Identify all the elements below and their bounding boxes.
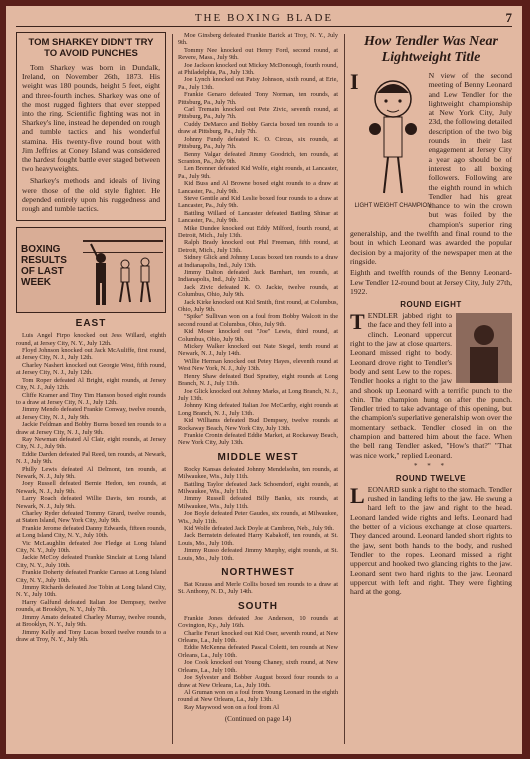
section-title-south: SOUTH: [238, 600, 278, 612]
result-item: Jack Kirke knocked out Kid Smith, first round, at Columbus, Ohio, July 9th.: [178, 298, 338, 314]
result-item: Joe Sylvester and Bobber August boxed four rounds to a draw at New Orleans, La., July 10th.: [178, 674, 338, 689]
result-item: Bat Krauss and Merle Collis boxed ten rounds to a draw at St. Anthony, N. D., July 14th.: [178, 581, 338, 596]
east-results-list-continued: [178, 32, 338, 447]
result-item: Jack Zivic defeated K. O. Jackie, twelve rounds, at Columbus, Ohio, July 9th.: [178, 283, 338, 299]
result-item: Frankie Jerome defeated Danny Edwards, fifteen rounds, at Long Island City, N. Y., July 10th.: [16, 524, 166, 540]
result-item: Jimmy Russell defeated Billy Banks, six rounds, at Milwaukee, Wis., July 11th.: [178, 495, 338, 510]
result-item: Kid Buss and Al Browne boxed eight rounds to a draw at Lancaster, Pa., July 9th.: [178, 180, 338, 195]
column-rule: [172, 34, 173, 744]
northwest-results-list: [178, 581, 338, 596]
round-eight-text: [350, 311, 512, 460]
round-eight-title: ROUND EIGHT: [400, 300, 462, 310]
result-item: Frankie Doherty defeated Frankie Caruso at Long Island City, N. Y., July 10th.: [16, 569, 166, 584]
result-item: Henry Shaw defeated Bud Sprattey, eight rounds at Long Branch, N. J., July 13th.: [178, 372, 338, 388]
result-item: Johnny King defeated Italian Joe McCarthy, eight rounds at Long Branch, N. J., July 13th.: [178, 402, 338, 417]
result-item: Charlie Ferari knocked out Kid Oser, seventh round, at New Orleans, La., July 10th.: [178, 629, 338, 645]
result-item: Kid Williams defeated Bud Dempsey, twelve rounds at Rockaway Beach, New York City, July 13th.: [178, 417, 338, 432]
result-item: Mickey Walker knocked out Nate Siegel, tenth round at Newark, N. J., July 14th.: [178, 343, 338, 358]
result-item: Luis Angel Firpo knocked out Jess Willard, eighth round, at Jersey City, N. Y., July 12th.: [16, 332, 166, 347]
result-item: Ralph Brady knocked out Phil Freeman, fifth round, at Detroit, Mich., July 13th.: [178, 239, 338, 254]
magazine-page: [6, 6, 522, 754]
section-title-northwest: NORTHWEST: [221, 567, 295, 579]
sharkey-paragraph: Sharkey's methods and ideals of living were those of the old style fighter. He depended entirely upon his ruggedness and rough and tumble tactics.: [22, 176, 160, 214]
result-item: Joe Jackson knocked out Mickey McDonough, fourth round, at Philadelphia, Pa., July 13th.: [178, 61, 338, 77]
page-number: 7: [505, 10, 512, 25]
section-title-middle-west: MIDDLE WEST: [217, 451, 299, 463]
result-item: Joe Lynch knocked out Patsy Johnson, sixth round, at Erie, Pa., July 13th.: [178, 76, 338, 91]
middle-west-results-list: [178, 466, 338, 562]
round-eight-body: ENDLER jabbed right to the face and they fell into a clinch. Leonard uppercut right to the jaw at close quarters. Leonard missed right to body. Leonard drove right to Tendler's body and sent Lew to the ropes. Tendler hooks a right to the jaw and shook up Leonard with a terrific punch to the chin. The champion hung on after the punch. Tendler tried to take advantage of this opening, but the champion's superlative generalship won over the momentary setback. Tendler closed in on the champion and battered him about the face. When the bell rang Tendler asked, "How's that?" "That was nice work," replied Leonard.: [350, 311, 512, 460]
result-item: Cuddy DeMarco and Bobby Garcia boxed ten rounds to a draw at Pittsburg, Pa., July 7th.: [178, 120, 338, 136]
result-item: Jackie Feldman and Bobby Burns boxed ten rounds to a draw at Jersey City, N. J., July 9th.: [16, 421, 166, 436]
result-item: Jimmy Richards defeated Joe Tobin at Long Island City, N. Y., July 10th.: [16, 584, 166, 599]
column-left: [16, 32, 166, 746]
result-item: Rocky Kansas defeated Johnny Mendelsohn, ten rounds, at Milwaukee, Wis., July 11th.: [178, 465, 338, 481]
results-banner-label: BOXING RESULTS OF LAST WEEK: [21, 244, 67, 289]
result-item: Battling Taylor defeated Jack Schoendorf, eight rounds, at Milwaukee, Wis., July 11th.: [178, 480, 338, 495]
result-item: Steve Gentile and Kid Leslie boxed four rounds to a draw at Lancaster, Pa., July 9th.: [178, 194, 338, 210]
south-results-list: [178, 615, 338, 711]
result-item: Eddie McKenna defeated Pascal Coletti, ten rounds at New Orleans, La., July 10th.: [178, 644, 338, 659]
result-item: Jimmy Kelly and Tony Lucas boxed twelve rounds to a draw at Troy, N. Y., July 9th.: [16, 628, 166, 643]
column-middle: [178, 32, 338, 746]
feature-intro: [350, 71, 512, 266]
east-results-list: [16, 332, 166, 643]
continued-note: (Continued on page 14): [224, 715, 292, 724]
result-item: Ray Newman defeated Al Clair, eight rounds, at Jersey City, N. J., July 9th.: [16, 435, 166, 451]
section-title-east: EAST: [75, 318, 107, 330]
result-item: Harry Galfund defeated Italian Joe Dempsey, twelve rounds, at Brooklyn, N. Y., July 7th.: [16, 598, 166, 614]
sharkey-paragraph: Tom Sharkey was born in Dundalk, Ireland, on November 26th, 1873. His weight was 180 pounds, height 5 feet, eight and three-fourth inches. Sharkey was one of the most rugged fighters that ever stepped into the ring. Scientific fighting was not in Sharkey's line, instead he depended on rough and tumble tactics and his wonderful stamina. His twenty-five round bout with Jim Jeffries at Coney Island was considered the hardest fought battle ever staged between two heavyweights.: [22, 63, 160, 174]
result-item: Kid Wolfe defeated Jack Doyle at Cambron, Neb., July 9th.: [184, 525, 334, 532]
result-item: Jimmy Dalton defeated Jack Barnhart, ten rounds, at Indianapolis, Ind., July 12th.: [178, 269, 338, 284]
result-item: Jimmy Russo defeated Jimmy Murphy, eight rounds, at St. Louis, Mo., July 10th.: [178, 547, 338, 562]
result-item: Battling Willard of Lancaster defeated Battling Shinar at Lancaster, Pa., July 9th.: [178, 209, 338, 225]
section-divider: * * *: [414, 461, 448, 470]
result-item: Frankie Genaro defeated Tony Norman, ten rounds, at Pittsburg, Pa., July 7th.: [178, 91, 338, 106]
result-item: Jimmy Mendo defeated Frankie Conway, twelve rounds, at Jersey City, N. J., July 9th.: [16, 406, 166, 421]
result-item: Joe Glick knocked out Johnny Marks, at Long Branch, N. J., July 13th.: [178, 387, 338, 402]
result-item: Tom Roper defeated Al Bright, eight rounds, at Jersey City, N. J., July 12th.: [16, 376, 166, 392]
result-item: Kid Moser knocked out "Joe" Lewis, third round, at Columbus, Ohio, July 9th.: [178, 328, 338, 343]
drop-cap: L: [350, 482, 365, 508]
cartoon-caption: LIGHT WEIGHT CHAMPION: [354, 203, 432, 209]
result-item: Al Gruman won on a foul from Young Leonard in the eighth round at New Orleans, La., July 13th.: [178, 688, 338, 704]
feature-headline: How Tendler Was Near Lightweight Title: [364, 34, 498, 65]
result-item: Len Brenner defeated Kid Wolfe, eight rounds, at Lancaster, Pa., July 9th.: [178, 165, 338, 180]
result-item: Mike Dundee knocked out Eddy Milford, fourth round, at Detroit, Mich., July 13th.: [178, 224, 338, 239]
result-item: Cliffe Kramer and Tiny Tim Hanson boxed eight rounds to a draw at Jersey City, N. J., July 12th.: [16, 391, 166, 406]
result-item: Frankie Jones defeated Joe Anderson, 10 rounds at Covington, Ky., July 16th.: [178, 614, 338, 630]
result-item: Joe Cook knocked out Young Chaney, sixth round, at New Orleans, La., July 10th.: [178, 659, 338, 674]
result-item: "Spike" Sullivan won on a foul from Bobby Walcott in the second round at Columbus, Ohio, July 9th.: [178, 313, 338, 328]
result-item: Sidney Glick and Johnny Lucas boxed ten rounds to a draw at Indianapolis, Ind., July 13th.: [178, 254, 338, 269]
boxers-illustration-icon: [83, 230, 163, 310]
round-twelve-text: [350, 482, 512, 597]
result-item: Larry Roach defeated Willie Davis, ten rounds, at Newark, N. J., July 9th.: [16, 495, 166, 510]
result-item: Ray Maywood won on a foul from Al: [184, 703, 279, 711]
column-rule: [344, 34, 345, 744]
feature-intro-2: Eighth and twelfth rounds of the Benny Leonard-Lew Tendler 12-round bout at Jersey City, July 27th, 1922.: [350, 268, 512, 296]
result-item: Jimmy Amato defeated Charley Murray, twelve rounds, at Brooklyn, N. Y., July 9th.: [16, 613, 166, 629]
result-item: Vic McLaughlin defeated Joe Fledge at Long Island City, N. Y., July 10th.: [16, 539, 166, 555]
result-item: Willie Herman knocked out Petey Hayes, eleventh round at West New York, N. J., July 13th.: [178, 357, 338, 373]
result-item: Charley Ryder defeated Tommy Girard, twelve rounds, at Staten Island, New York City, July 9th.: [16, 510, 166, 525]
page-header: [16, 12, 512, 27]
result-item: Frankie Cronin defeated Eddie Market, at Rockaway Beach, New York City, July 13th.: [178, 431, 338, 447]
result-item: Benny Valgar defeated Jimmy Goodrich, ten rounds, at Scranton, Pa., July 9th.: [178, 150, 338, 165]
result-item: Tommy Nee knocked out Henry Ford, second round, at Revere, Mass., July 9th.: [178, 46, 338, 62]
result-item: Carl Tremain knocked out Pete Zivic, seventh round, at Pittsburg, Pa., July 7th.: [178, 106, 338, 121]
result-item: Johnny Fundy defeated K. O. Circus, six rounds, at Pittsburg, Pa., July 7th.: [178, 135, 338, 151]
drop-cap: I: [350, 69, 359, 94]
result-item: Charley Nashert knocked out Georgie West, fifth round, at Jersey City, N. J., July 12th.: [16, 361, 166, 377]
fighter-photo-icon: [456, 313, 512, 383]
result-item: Jackie McCoy defeated Frankie Sinclair at Long Island City, N. Y., July 10th.: [16, 554, 166, 569]
round-twelve-body: EONARD sunk a right to the stomach. Tendler rushed in landing lefts to the jaw. He swung a hard left to the jaw and right to the head. Leonard landed wide rights and lefts. Leonard had the better of a vicious exchange at close quarters. They danced around. Leonard landed short rights to the jaw, sent both hands to the body, and rushed Tendler to the ropes. Leonard missed a right uppercut and hooked two glancing rights to the jaw. Leonard sent two hard rights to the jaw. Leonard uppercut with left and right. They were fighting hard at the gong.: [350, 484, 512, 597]
result-item: Moe Ginsberg defeated Frankie Barick at Troy, N. Y., July 9th.: [178, 32, 338, 47]
champion-cartoon-icon: [354, 73, 432, 223]
result-item: Eddie Darden defeated Pal Reed, ten rounds, at Newark, N. J., July 9th.: [16, 450, 166, 466]
result-item: Floyd Johnson knocked out Jack McAuliffe, first round, at Jersey City, N. J., July 12th.: [16, 347, 166, 362]
column-right: [350, 32, 512, 746]
feature-intro-text: N view of the second meeting of Benny Leonard and Lew Tendler for the lightweight championship at New York City, July 23d, the following detailed description of the two big rounds in their last engagement at Jersey City a year ago should be of interest to all boxing followers. Following are the eighth round in which Tendler had his great chance to win the crown but was foiled by the champion's superior ring generalship, and the twelfth and final round to the bout in which Leonard was awarded the popular decision by a majority of the newspaper men at the ringside.: [350, 71, 512, 266]
result-item: Jack Bernstein defeated Harry Kabakoff, ten rounds, at St. Louis, Mo., July 10th.: [178, 532, 338, 547]
sharkey-headline: TOM SHARKEY DIDN'T TRY TO AVOID PUNCHES: [28, 37, 154, 59]
results-banner: [16, 227, 166, 313]
sharkey-box: [16, 32, 166, 221]
result-item: Joe Boyle defeated Peter Gaudes, six rounds, at Milwaukee, Wis., July 11th.: [178, 510, 338, 525]
round-twelve-title: ROUND TWELVE: [395, 473, 467, 483]
drop-cap: T: [350, 309, 365, 335]
result-item: Joey Russell defeated Bernie Hedon, ten rounds, at Newark, N. J., July 9th.: [16, 480, 166, 495]
result-item: Philly Lewis defeated Al Delmont, ten rounds, at Newark, N. J., July 9th.: [16, 465, 166, 480]
publication-title: THE BOXING BLADE: [194, 12, 334, 24]
